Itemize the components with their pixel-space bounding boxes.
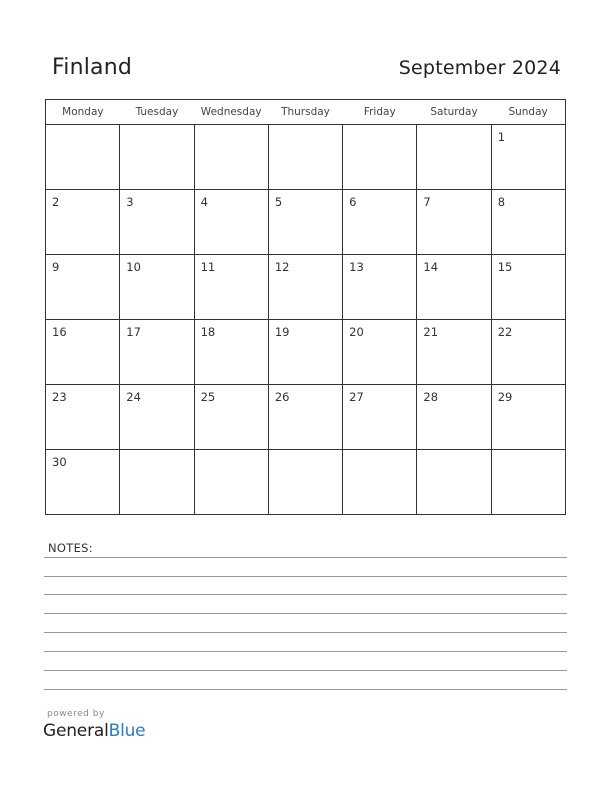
- day-cell: [491, 125, 565, 190]
- day-cell: [46, 450, 120, 515]
- day-number: 27: [349, 390, 364, 404]
- day-cell: [120, 190, 194, 255]
- day-number: [195, 125, 268, 130]
- day-cell: [491, 385, 565, 450]
- day-number: [492, 450, 565, 455]
- notes-label: NOTES:: [48, 541, 93, 555]
- day-cell: [417, 255, 491, 320]
- day-cell: [268, 320, 342, 385]
- day-number: 6: [349, 195, 357, 209]
- weekday-header: Tuesday: [120, 100, 194, 125]
- brand-logo[interactable]: [43, 721, 145, 741]
- day-cell: [194, 320, 268, 385]
- day-cell: [491, 190, 565, 255]
- day-cell: [417, 385, 491, 450]
- day-number: [195, 450, 268, 455]
- day-number: 5: [274, 195, 283, 209]
- day-cell: [194, 190, 268, 255]
- calendar-grid: [45, 99, 566, 515]
- day-cell: [46, 320, 120, 385]
- week-row: [46, 125, 566, 190]
- day-cell: [46, 125, 120, 190]
- day-number: 19: [274, 325, 290, 339]
- day-number: 4: [200, 195, 208, 209]
- day-number: 16: [52, 325, 67, 339]
- day-cell: [417, 450, 491, 515]
- day-cell: [268, 450, 342, 515]
- day-number: [417, 125, 490, 130]
- notes-line: [44, 689, 567, 690]
- day-number: 23: [52, 390, 67, 404]
- day-cell: [46, 190, 120, 255]
- notes-line: [44, 613, 567, 614]
- day-number: 29: [497, 390, 513, 404]
- day-number: [120, 125, 193, 130]
- day-cell: [268, 190, 342, 255]
- day-cell: [417, 320, 491, 385]
- day-number: [343, 125, 416, 130]
- notes-line: [44, 670, 567, 671]
- weekday-header: Friday: [343, 100, 417, 125]
- day-number: 20: [349, 325, 364, 339]
- day-number: 30: [52, 455, 67, 469]
- day-cell: [268, 255, 342, 320]
- day-cell: [194, 450, 268, 515]
- day-cell: [343, 385, 417, 450]
- day-number: 21: [423, 325, 439, 339]
- notes-line: [44, 651, 567, 652]
- month-year-title: September 2024: [398, 57, 561, 79]
- day-cell: [268, 125, 342, 190]
- day-number: [269, 125, 342, 130]
- day-number: 7: [423, 195, 431, 209]
- day-number: 11: [200, 260, 216, 274]
- day-cell: [491, 255, 565, 320]
- day-cell: [120, 125, 194, 190]
- day-cell: [491, 450, 565, 515]
- country-title: Finland: [52, 55, 133, 80]
- day-cell: [120, 255, 194, 320]
- day-cell: [46, 385, 120, 450]
- week-row: [46, 320, 566, 385]
- brand-general-text: General: [43, 721, 109, 741]
- day-number: 13: [349, 260, 364, 274]
- notes-line: [44, 594, 567, 595]
- week-row: [46, 255, 566, 320]
- day-number: [46, 125, 119, 130]
- day-number: [120, 450, 193, 455]
- notes-line: [44, 632, 567, 633]
- day-number: 2: [52, 195, 60, 209]
- brand-blue-text: Blue: [108, 721, 146, 741]
- day-cell: [194, 125, 268, 190]
- day-number: [343, 450, 416, 455]
- day-number: [269, 450, 342, 455]
- weekday-header: Monday: [46, 100, 120, 125]
- day-number: 24: [126, 390, 141, 404]
- day-number: [417, 450, 490, 455]
- powered-by-text: powered by: [47, 709, 105, 719]
- weekday-header: Thursday: [268, 100, 342, 125]
- day-cell: [194, 385, 268, 450]
- day-number: 28: [423, 390, 439, 404]
- day-number: 17: [126, 325, 141, 339]
- day-cell: [343, 320, 417, 385]
- day-cell: [120, 385, 194, 450]
- day-cell: [343, 125, 417, 190]
- day-cell: [343, 190, 417, 255]
- day-cell: [268, 385, 342, 450]
- day-number: 14: [423, 260, 439, 274]
- day-number: 18: [200, 325, 216, 339]
- day-number: 1: [497, 130, 506, 144]
- day-number: 12: [274, 260, 290, 274]
- day-number: 22: [497, 325, 513, 339]
- day-number: 25: [200, 390, 216, 404]
- day-cell: [120, 450, 194, 515]
- week-row: [46, 385, 566, 450]
- day-number: 10: [126, 260, 141, 274]
- day-cell: [120, 320, 194, 385]
- day-number: 26: [274, 390, 290, 404]
- day-cell: [491, 320, 565, 385]
- notes-line: [44, 576, 567, 577]
- week-row: [46, 450, 566, 515]
- week-row: [46, 190, 566, 255]
- day-cell: [343, 255, 417, 320]
- day-cell: [194, 255, 268, 320]
- day-cell: [343, 450, 417, 515]
- day-number: 9: [52, 260, 60, 274]
- day-cell: [417, 190, 491, 255]
- weekday-header-row: [46, 100, 566, 125]
- weekday-header: Saturday: [417, 100, 491, 125]
- day-number: 15: [497, 260, 513, 274]
- weekday-header: Sunday: [491, 100, 565, 125]
- notes-line: [44, 557, 567, 558]
- day-cell: [417, 125, 491, 190]
- day-cell: [46, 255, 120, 320]
- day-number: 8: [497, 195, 506, 209]
- day-number: 3: [126, 195, 134, 209]
- weekday-header: Wednesday: [194, 100, 268, 125]
